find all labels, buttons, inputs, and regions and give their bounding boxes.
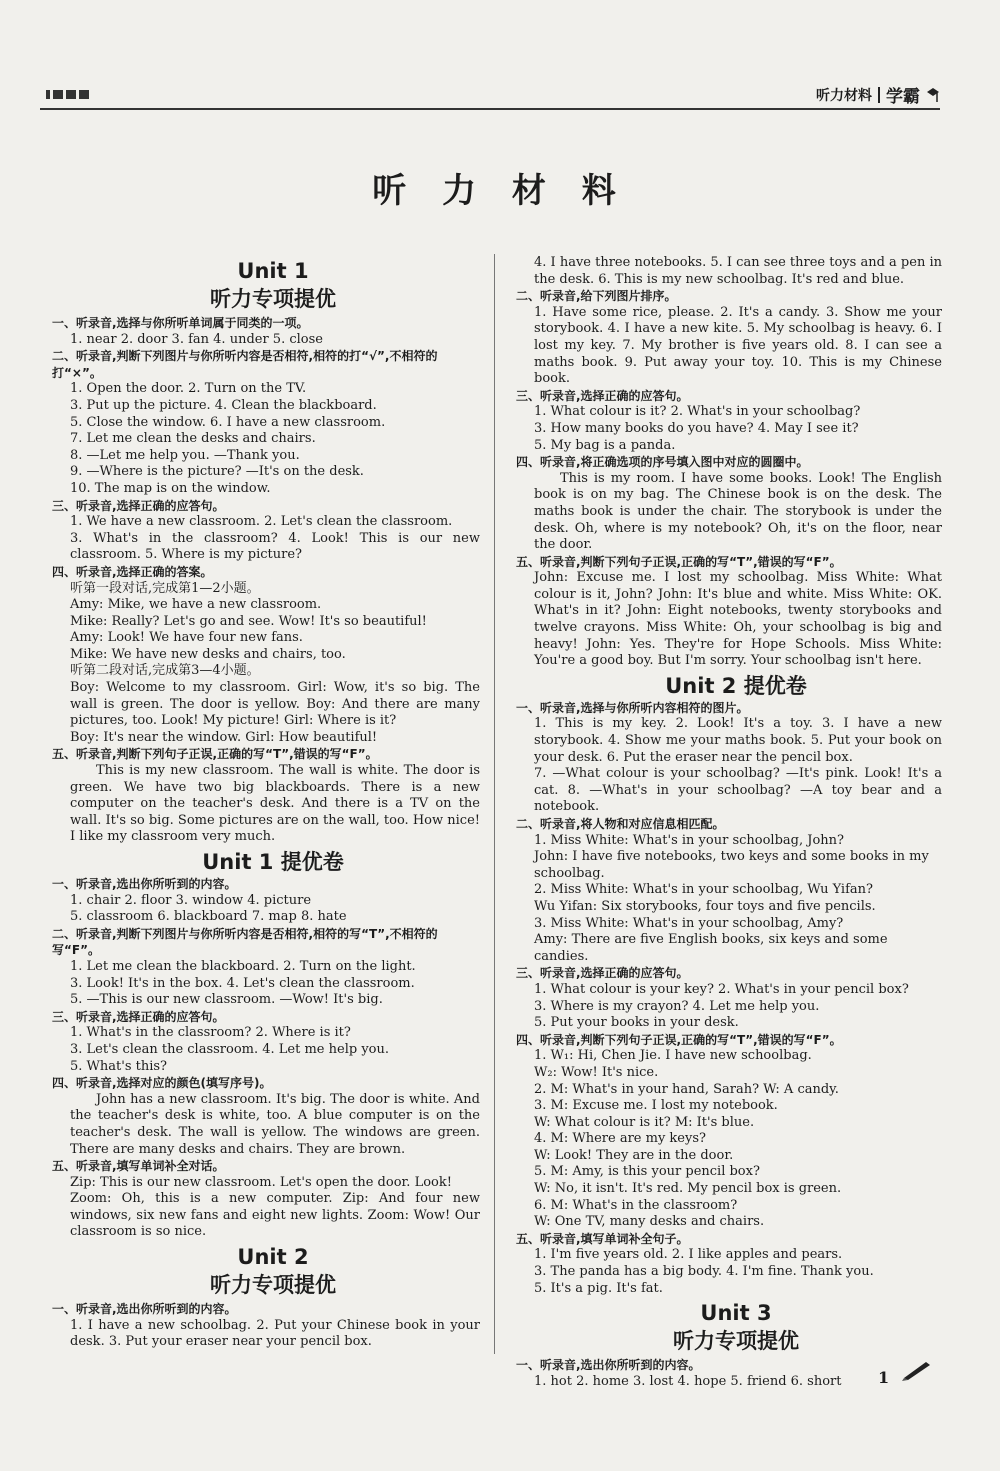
exercise-instruction: 一、听录音,选出你所听到的内容。 xyxy=(52,1302,237,1317)
text-line: 5. My bag is a panda. xyxy=(534,437,676,453)
section-subheading: 听力专项提优 xyxy=(210,1273,336,1298)
text-line: 3. Look! It's in the box. 4. Let's clean the classroom. xyxy=(70,975,415,991)
exercise-instruction: 五、听录音,填写单词补全句子。 xyxy=(516,1231,689,1246)
text-line: W: What colour is it? M: It's blue. xyxy=(534,1114,755,1130)
text-line: Amy: Look! We have four new fans. xyxy=(70,630,303,646)
text-line: Zip: This is our new classroom. Let's open the door. Look! xyxy=(70,1174,452,1190)
text-line: 1. We have a new classroom. 2. Let's clean the classroom. xyxy=(70,514,453,530)
exercise-instruction: 二、听录音,判断下列图片与你所听内容是否相符,相符的打“√”,不相符的打“×”。 xyxy=(52,349,438,380)
text-line: W: Look! They are in the door. xyxy=(534,1147,734,1163)
text-line: 2. Miss White: What's in your schoolbag, Wu Yifan? xyxy=(534,882,873,898)
header-separator xyxy=(878,87,880,103)
text-line: 10. The map is on the window. xyxy=(70,480,271,496)
text-line: 1. Let me clean the blackboard. 2. Turn on the light. xyxy=(70,958,416,974)
graduation-cap-icon xyxy=(926,86,940,104)
text-paragraph: 1. This is my key. 2. Look! It's a toy. 3. I have a new storybook. 4. Show me your maths book. 5. Put your book on your desk. 6. Put the eraser near the pencil box. xyxy=(534,716,942,765)
text-line: 3. The panda has a big body. 4. I'm fine. Thank you. xyxy=(534,1264,874,1280)
text-paragraph: 3. What's in the classroom? 4. Look! This is our new classroom. 5. Where is my picture? xyxy=(70,530,480,563)
exercise-instruction: 二、听录音,将人物和对应信息相匹配。 xyxy=(516,817,725,831)
text-paragraph: Zoom: Oh, this is a new computer. Zip: And four new windows, six new fans and eight new lights. Zoom: Wow! Our classroom is so nice. xyxy=(70,1191,480,1240)
text-paragraph: This is my new classroom. The wall is white. The door is green. We have two big blackboards. There is a new computer on the teacher's desk. And there is a TV on the wall. It's so big. Some pictures are on the wall, too. How nice! I like my classroom very much. xyxy=(70,763,480,845)
text-line: Boy: It's near the window. Girl: How beautiful! xyxy=(70,729,378,745)
brand-logo: 学霸 xyxy=(886,87,920,107)
exercise-instruction: 三、听录音,选择正确的应答句。 xyxy=(516,966,689,981)
section-subheading: 听力专项提优 xyxy=(673,1329,799,1354)
text-line: 1. Open the door. 2. Turn on the TV. xyxy=(70,381,307,397)
text-line: 5. M: Amy, is this your pencil box? xyxy=(534,1164,760,1180)
page-title: 听 力 材 料 xyxy=(372,171,628,211)
text-paragraph: 7. —What colour is your schoolbag? —It's pink. Look! It's a cat. 8. —What's in your schoolbag? —A toy bear and a notebook. xyxy=(534,766,942,815)
section-label: 听力材料 xyxy=(816,87,872,104)
text-line: 3. Miss White: What's in your schoolbag, Amy? xyxy=(534,915,844,931)
text-paragraph: Boy: Welcome to my classroom. Girl: Wow, it's so big. The wall is green. The door is yellow. Boy: And there are many pictures, too. Look! My picture! Girl: Where is it? xyxy=(70,680,480,729)
right-column xyxy=(516,255,942,1390)
exercise-instruction: 一、听录音,选出你所听到的内容。 xyxy=(516,1358,701,1373)
text-line: 3. Where is my crayon? 4. Let me help you. xyxy=(534,998,820,1014)
page-number: 1 xyxy=(878,1368,890,1387)
text-line: W: No, it isn't. It's red. My pencil box is green. xyxy=(534,1181,842,1197)
text-line: Mike: We have new desks and chairs, too. xyxy=(70,646,346,662)
text-line: 5. It's a pig. It's fat. xyxy=(534,1280,663,1296)
exercise-instruction: 五、听录音,判断下列句子正误,正确的写“T”,错误的写“F”。 xyxy=(516,554,842,569)
exercise-instruction: 一、听录音,选出你所听到的内容。 xyxy=(52,877,237,891)
text-line: 2. M: What's in your hand, Sarah? W: A candy. xyxy=(534,1081,839,1097)
exercise-instruction: 三、听录音,选择正确的应答句。 xyxy=(52,1009,225,1024)
page-header xyxy=(40,80,940,110)
text-line: 1. What colour is it? 2. What's in your schoolbag? xyxy=(534,404,861,420)
exercise-instruction: 三、听录音,选择正确的应答句。 xyxy=(52,498,225,513)
text-line: 4. M: Where are my keys? xyxy=(534,1131,706,1147)
text-paragraph: 1. I have a new schoolbag. 2. Put your Chinese book in your desk. 3. Put your eraser near your pencil box. xyxy=(70,1317,480,1350)
text-line: 5. —This is our new classroom. —Wow! It's big. xyxy=(70,992,383,1008)
text-paragraph: 1. Have some rice, please. 2. It's a candy. 3. Show me your storybook. 4. I have a new kite. 5. My schoolbag is heavy. 6. I lost my key. 7. My brother is five years old. 8. I can see a maths book. 9. Put away your toy. 10. This is my Chinese book. xyxy=(534,304,942,387)
text-line: 听第一段对话,完成第1—2小题。 xyxy=(70,580,260,596)
text-line: 5. What's this? xyxy=(70,1058,168,1074)
text-paragraph: This is my room. I have some books. Look! The English book is on my bag. The Chinese book is on the desk. The maths book is under the chair. The storybook is under the desk. Oh, where is my notebook? Oh, it's on the floor, near the door. xyxy=(534,470,942,553)
text-line: Mike: Really? Let's go and see. Wow! It's so beautiful! xyxy=(70,613,427,629)
exercise-instruction: 二、听录音,给下列图片排序。 xyxy=(516,289,677,304)
text-line: Amy: Mike, we have a new classroom. xyxy=(70,597,322,613)
text-line: 听第二段对话,完成第3—4小题。 xyxy=(70,663,260,679)
text-paragraph: 4. I have three notebooks. 5. I can see three toys and a pen in the desk. 6. This is my new schoolbag. It's red and blue. xyxy=(534,255,942,287)
text-line: 3. How many books do you have? 4. May I see it? xyxy=(534,420,859,436)
text-line: W: One TV, many desks and chairs. xyxy=(534,1214,765,1230)
header-right xyxy=(816,82,940,107)
text-line: 1. near 2. door 3. fan 4. under 5. close xyxy=(70,331,323,347)
text-line: 8. —Let me help you. —Thank you. xyxy=(70,447,300,463)
exercise-instruction: 五、听录音,判断下列句子正误,正确的写“T”,错误的写“F”。 xyxy=(52,747,378,762)
text-line: 9. —Where is the picture? —It's on the desk. xyxy=(70,464,364,480)
exercise-instruction: 一、听录音,选择与你所听单词属于同类的一项。 xyxy=(52,316,309,330)
exercise-instruction: 一、听录音,选择与你所听内容相符的图片。 xyxy=(516,700,749,715)
text-line: W₂: Wow! It's nice. xyxy=(534,1064,659,1080)
exercise-instruction: 三、听录音,选择正确的应答句。 xyxy=(516,388,689,403)
text-line: 5. Close the window. 6. I have a new classroom. xyxy=(70,414,386,430)
text-line: 5. classroom 6. blackboard 7. map 8. hate xyxy=(70,909,347,925)
text-line: 1. chair 2. floor 3. window 4. picture xyxy=(70,892,312,908)
text-line: John: I have five notebooks, two keys and some books in my schoolbag. xyxy=(534,849,929,881)
exercise-instruction: 四、听录音,选择正确的答案。 xyxy=(52,564,213,579)
exercise-instruction: 四、听录音,选择对应的颜色(填写序号)。 xyxy=(52,1076,272,1091)
exercise-instruction: 二、听录音,判断下列图片与你所听内容是否相符,相符的写“T”,不相符的写“F”。 xyxy=(52,926,438,958)
text-line: 7. Let me clean the desks and chairs. xyxy=(70,431,316,447)
exercise-instruction: 四、听录音,将正确选项的序号填入图中对应的圆圈中。 xyxy=(516,455,809,470)
unit-heading: Unit 3 xyxy=(700,1301,772,1326)
text-line: 1. What colour is your key? 2. What's in your pencil box? xyxy=(534,981,909,997)
text-line: Wu Yifan: Six storybooks, four toys and five pencils. xyxy=(534,898,876,914)
text-line: 5. Put your books in your desk. xyxy=(534,1015,739,1031)
text-line: 3. M: Excuse me. I lost my notebook. xyxy=(534,1098,778,1114)
text-line: 1. W₁: Hi, Chen Jie. I have new schoolbag. xyxy=(534,1048,812,1064)
unit-heading: Unit 2 xyxy=(237,1245,309,1270)
text-line: 3. Put up the picture. 4. Clean the blackboard. xyxy=(70,397,377,413)
text-line: 1. Miss White: What's in your schoolbag, John? xyxy=(534,832,844,848)
unit-heading: Unit 2 提优卷 xyxy=(665,673,807,698)
text-paragraph: John has a new classroom. It's big. The door is white. And the teacher's desk is white, too. A blue computer is on the teacher's desk. The wall is yellow. The windows are green. There are many desks and chairs. They are brown. xyxy=(70,1091,480,1157)
column-divider xyxy=(494,254,495,1354)
text-line: Amy: There are five English books, six keys and some candies. xyxy=(534,932,888,964)
section-subheading: 听力专项提优 xyxy=(210,287,336,311)
text-line: 3. Let's clean the classroom. 4. Let me help you. xyxy=(70,1041,389,1057)
unit-heading: Unit 1 xyxy=(237,259,309,283)
pencil-icon xyxy=(900,1358,936,1382)
text-paragraph: John: Excuse me. I lost my schoolbag. Miss White: What colour is it, John? John: It's blue and white. Miss White: OK. What's in it? John: Eight notebooks, twenty storybooks and twelve crayons. Miss White: Oh, your schoolbag is big and heavy! John: Yes. They're for Hope Schools. Miss White: You're a good boy. But I'm sorry. Your schoolbag isn't here. xyxy=(534,570,942,669)
text-line: 1. What's in the classroom? 2. Where is it? xyxy=(70,1025,351,1041)
text-line: 6. M: What's in the classroom? xyxy=(534,1197,738,1213)
text-line: 1. I'm five years old. 2. I like apples and pears. xyxy=(534,1247,843,1263)
text-line: 1. hot 2. home 3. lost 4. hope 5. friend 6. short xyxy=(534,1373,842,1389)
exercise-instruction: 四、听录音,判断下列句子正误,正确的写“T”,错误的写“F”。 xyxy=(516,1032,842,1047)
unit-heading: Unit 1 提优卷 xyxy=(202,850,344,874)
left-column xyxy=(52,255,480,1351)
exercise-instruction: 五、听录音,填写单词补全对话。 xyxy=(52,1159,225,1174)
header-marks xyxy=(46,90,89,99)
